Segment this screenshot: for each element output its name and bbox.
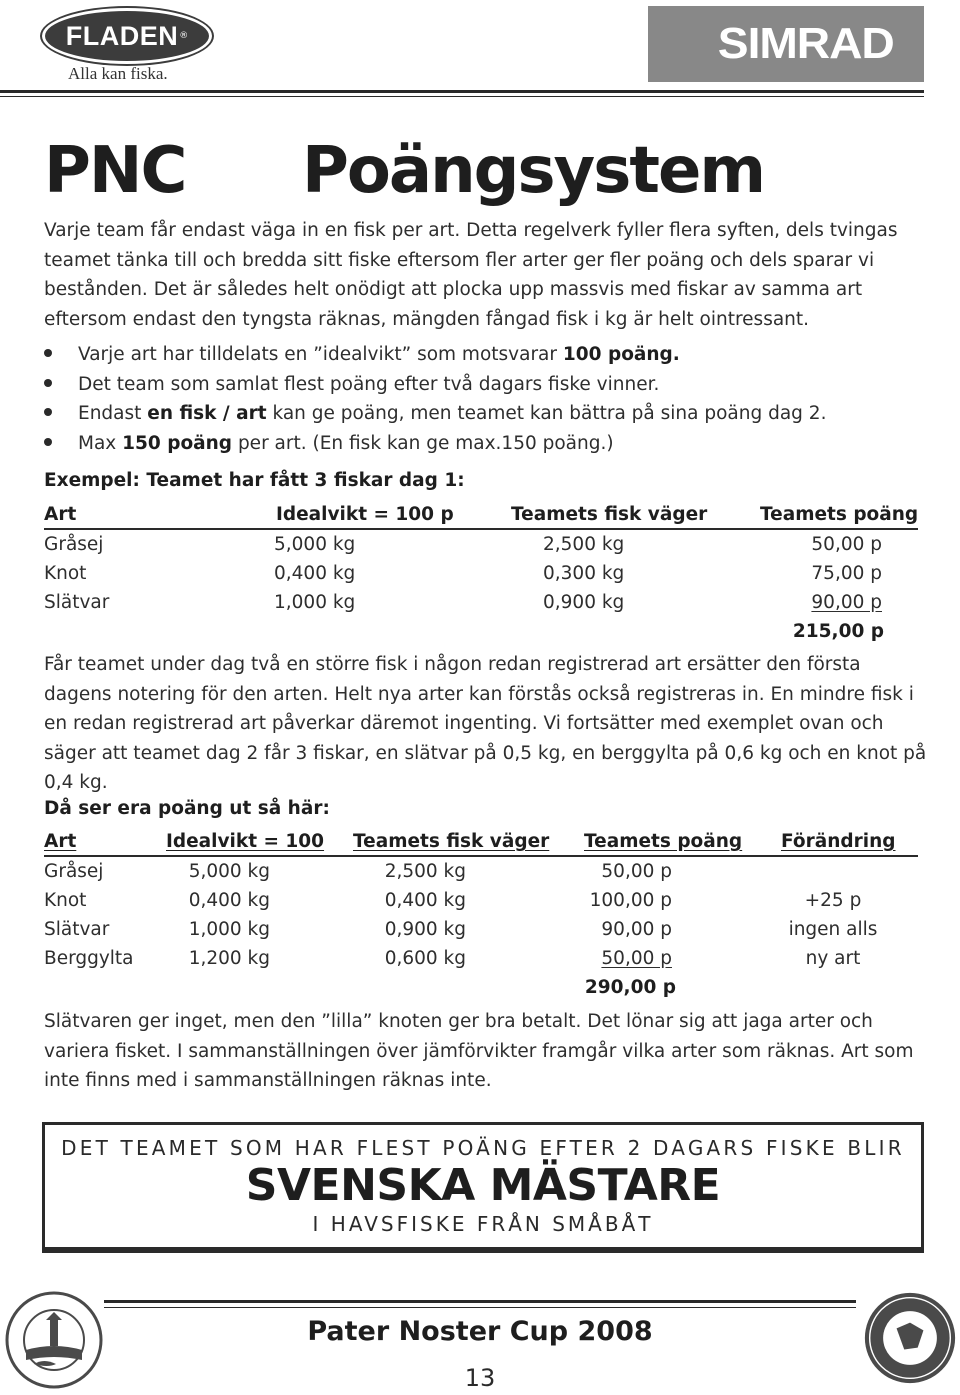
header-divider (0, 90, 924, 93)
banner-top-line: DET TEAMET SOM HAR FLEST POÄNG EFTER 2 DAGARS FISKE BLIR (61, 1136, 905, 1160)
registered-mark-icon: ® (179, 31, 189, 41)
ex1-cell: 75,00 p (811, 563, 882, 584)
ex2-cell: 90,00 p (601, 919, 672, 940)
ex1-header-fisk-vager: Teamets fisk väger (511, 504, 708, 525)
ex2-cell: 2,500 kg (384, 861, 466, 882)
simrad-logo (648, 6, 924, 82)
example2-heading: Då ser era poäng ut så här: (44, 798, 330, 819)
ex1-cell: Gråsej (44, 534, 104, 555)
footer-title: Pater Noster Cup 2008 (307, 1316, 653, 1347)
ex2-cell: ingen alls (788, 919, 878, 940)
ex1-header-idealvikt: Idealvikt = 100 p (276, 504, 454, 525)
example1-heading: Exempel: Teamet har fått 3 fiskar dag 1: (44, 470, 465, 491)
ex2-cell: Gråsej (44, 861, 104, 882)
ex1-header-poang: Teamets poäng (760, 504, 919, 525)
ex1-total: 215,00 p (792, 621, 884, 642)
ex2-cell: 1,200 kg (188, 948, 270, 969)
ex2-cell: 5,000 kg (188, 861, 270, 882)
ex2-header-fisk-vager: Teamets fisk väger (353, 831, 550, 852)
ex1-cell: 90,00 p (811, 592, 882, 613)
ex1-cell: 0,400 kg (274, 563, 356, 584)
ex1-cell: 0,300 kg (543, 563, 625, 584)
ex2-cell: 0,600 kg (384, 948, 466, 969)
rules-list (44, 340, 934, 458)
ex1-cell: 5,000 kg (274, 534, 356, 555)
ex2-cell: Berggylta (44, 948, 134, 969)
intro-paragraph: Varje team får endast väga in en fisk per art. Detta regelverk fyller flera syften, dels tvingas teamet tänka till och bredda sitt fiske eftersom fler arter ger fler poäng och dels sparar vi bestånden. Det är således helt onödigt att plocka upp massvis med fiskar av samma art eftersom endast den tyngsta räknas, mängden fångad fisk i kg är helt ointressant. (44, 220, 898, 330)
footer-divider-thin (104, 1307, 856, 1308)
ex2-total: 290,00 p (584, 977, 676, 998)
fladen-logo (42, 8, 212, 64)
ex2-cell: 0,900 kg (384, 919, 466, 940)
ex2-cell: Knot (44, 890, 87, 911)
ex1-cell: 0,900 kg (543, 592, 625, 613)
banner-subline: I HAVSFISKE FRÅN SMÅBÅT (312, 1212, 654, 1236)
ex2-header-poang: Teamets poäng (584, 831, 743, 852)
fladen-tagline: Alla kan fiska. (68, 64, 168, 83)
ex2-cell: 100,00 p (589, 890, 672, 911)
ex2-header-forandring: Förändring (781, 831, 896, 852)
fladen-brand: FLADEN (65, 20, 179, 51)
ex2-header-underline (44, 855, 918, 857)
ex1-cell: 50,00 p (811, 534, 882, 555)
banner-headline: SVENSKA MÄSTARE (245, 1160, 721, 1211)
rule-item: Varje art har tilldelats en ”idealvikt” som motsvarar 100 poäng. (44, 340, 934, 370)
ex2-cell: 50,00 p (601, 948, 672, 969)
goteborgs-havsfiskeklubb-logo (862, 1290, 958, 1386)
page-title-pnc: PNC (44, 134, 186, 208)
ex2-cell: +25 p (804, 890, 862, 911)
ex1-cell: 1,000 kg (274, 592, 356, 613)
ex2-cell: ny art (805, 948, 861, 969)
ex1-cell: Slätvar (44, 592, 110, 613)
rule-item: Max 150 poäng per art. (En fisk kan ge max.150 poäng.) (44, 429, 934, 459)
ex2-cell: 0,400 kg (384, 890, 466, 911)
closing-paragraph: Slätvaren ger inget, men den ”lilla” knoten ger bra betalt. Det lönar sig att jaga arter och variera fisket. I sammanställningen över jämförvikter framgår vilka arter som räknas. Art som inte finns med i sammanställningen räknas inte. (44, 1011, 914, 1091)
rule-item: Det team som samlat flest poäng efter två dagars fiske vinner. (44, 370, 934, 400)
simrad-brand: SIMRAD (718, 19, 895, 68)
ex2-header-art: Art (44, 831, 77, 852)
rule-item: Endast en fisk / art kan ge poäng, men teamet kan bättra på sina poäng dag 2. (44, 399, 934, 429)
ex2-cell: 1,000 kg (188, 919, 270, 940)
pater-noster-cup-logo (4, 1290, 104, 1390)
ex2-cell: Slätvar (44, 919, 110, 940)
ex2-cell: 0,400 kg (188, 890, 270, 911)
header-divider-thin (0, 96, 924, 97)
ex1-header-art: Art (44, 504, 77, 525)
ex1-cell: 2,500 kg (543, 534, 625, 555)
footer-divider (104, 1300, 856, 1303)
page-title-poangsystem: Poängsystem (302, 134, 765, 208)
ex1-header-underline (44, 528, 918, 530)
page-number: 13 (464, 1364, 496, 1392)
ex2-cell: 50,00 p (601, 861, 672, 882)
ex1-cell: Knot (44, 563, 87, 584)
ex2-header-idealvikt: Idealvikt = 100 (166, 831, 325, 852)
middle-paragraph: Får teamet under dag två en större fisk i någon redan registrerad art ersätter den första dagens notering för den arten. Helt nya arter kan förstås också registreras in. En mindre fisk i en redan registrerad art påverkar däremot ingenting. Vi fortsätter med exemplet ovan och säger att teamet dag 2 får 3 fiskar, en slätvar på 0,5 kg, en berggylta på 0,6 kg och en knot på 0,4 kg. (44, 654, 927, 793)
